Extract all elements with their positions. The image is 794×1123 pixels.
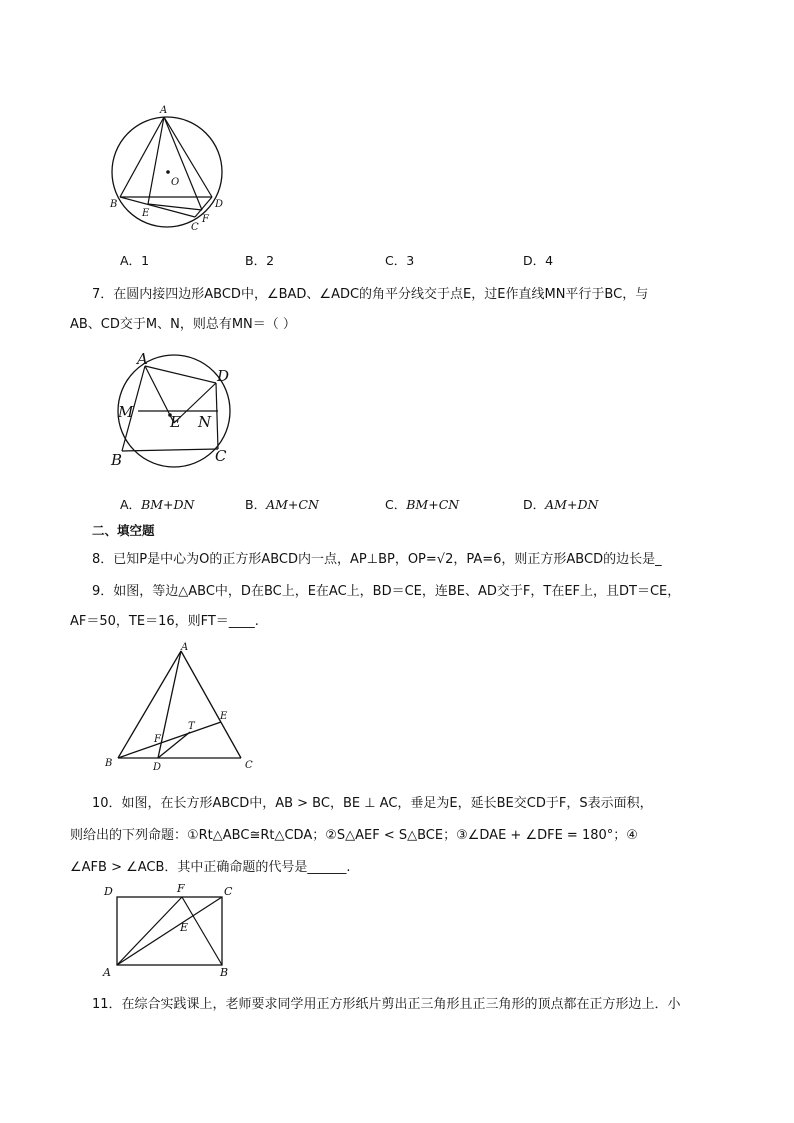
- option-d[interactable]: D．4: [523, 253, 554, 268]
- label-F: F: [154, 734, 161, 745]
- option-b[interactable]: B．2: [245, 253, 275, 268]
- q6-options: [0, 251, 794, 269]
- label-E: E: [142, 208, 150, 219]
- q10-line1: 10．如图，在长方形ABCD中，AB > BC，BE ⊥ AC，垂足为E，延长BE交CD于F，S表示面积，: [92, 796, 653, 811]
- label-E: E: [180, 921, 189, 934]
- q8-text: 8．已知P是中心为O的正方形ABCD内一点，AP⊥BP，OP=√2，PA=6，则正方形ABCD的边长是_: [92, 552, 662, 567]
- q9-line2: AF＝50，TE＝16，则FT＝____.: [70, 614, 259, 629]
- label-C: C: [245, 760, 253, 771]
- label-B: B: [110, 199, 118, 210]
- label-C: C: [191, 222, 199, 233]
- q9-line1: 9．如图，等边△ABC中，D在BC上，E在AC上，BD＝CE，连BE、AD交于F，T在EF上，且DT＝CE，: [92, 584, 681, 599]
- q11-text: 11．在综合实践课上，老师要求同学用正方形纸片剪出正三角形且正三角形的顶点都在正方形边上．小: [92, 997, 681, 1012]
- label-A: A: [181, 642, 189, 653]
- option-d[interactable]: D．AM+DN: [523, 497, 599, 512]
- label-M: M: [118, 403, 134, 421]
- option-a[interactable]: A．1: [120, 253, 150, 268]
- label-C: C: [224, 885, 233, 898]
- label-F: F: [202, 214, 209, 225]
- label-E: E: [220, 711, 228, 722]
- q7-line2: AB、CD交于M、N，则总有MN＝（ ）: [70, 317, 296, 332]
- label-B: B: [111, 451, 123, 469]
- label-C: C: [215, 447, 227, 465]
- section-heading: 二、填空题: [92, 523, 155, 538]
- q7-options: [0, 495, 794, 513]
- label-D: D: [153, 762, 162, 773]
- label-E: E: [170, 413, 181, 431]
- option-b[interactable]: B．AM+CN: [245, 497, 319, 512]
- figure-cyclic-quadrilateral: [108, 345, 248, 470]
- label-B: B: [105, 758, 113, 769]
- label-A: A: [137, 350, 148, 368]
- label-T: T: [188, 721, 195, 732]
- figure-circle-triangle: [100, 100, 240, 240]
- label-D: D: [215, 199, 224, 210]
- option-c[interactable]: C．BM+CN: [385, 497, 460, 512]
- q7-line1: 7．在圆内接四边形ABCD中，∠BAD、∠ADC的角平分线交于点E，过E作直线MN平行于BC，与: [92, 287, 649, 302]
- label-F: F: [177, 882, 185, 895]
- label-D: D: [217, 367, 230, 385]
- label-A: A: [160, 105, 168, 116]
- label-B: B: [220, 966, 229, 979]
- option-a[interactable]: A．BM+DN: [120, 497, 195, 512]
- label-A: A: [103, 966, 111, 979]
- label-D: D: [104, 885, 113, 898]
- option-c[interactable]: C．3: [385, 253, 415, 268]
- label-O: O: [171, 177, 180, 188]
- q10-line2: 则给出的下列命题：①Rt△ABC≅Rt△CDA；②S△AEF < S△BCE；③∠DAE + ∠DFE = 180°；④: [70, 828, 638, 843]
- q10-line3: ∠AFB > ∠ACB．其中正确命题的代号是______.: [70, 860, 351, 875]
- figure-rectangle: [100, 880, 240, 980]
- figure-equilateral-triangle: [100, 640, 265, 775]
- label-N: N: [198, 413, 212, 431]
